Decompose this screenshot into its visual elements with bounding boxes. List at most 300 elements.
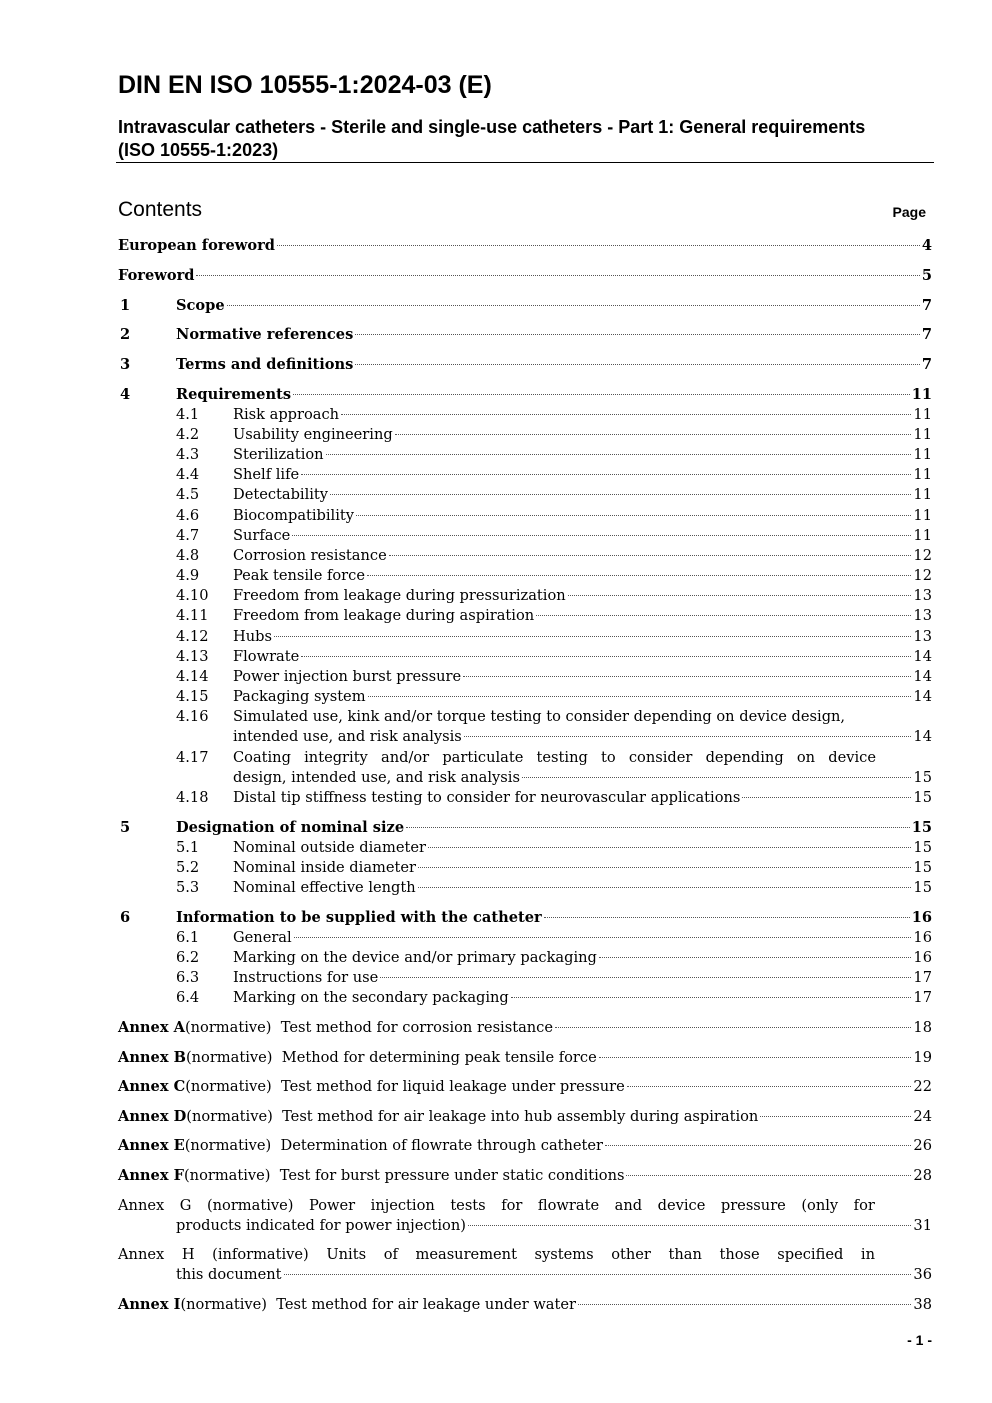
toc-entry-title: Nominal effective length [233,879,416,896]
toc-entry-title: Requirements [176,386,292,403]
toc-title-word: than [668,1246,702,1263]
toc-dot-leader [760,1116,911,1117]
toc-entry-line [0,465,992,485]
annex-kind: (normative) [180,1296,267,1313]
toc-entry-number: 4.13 [176,648,209,665]
toc-title-wrap [233,647,932,667]
toc-entry-number: 3 [120,356,131,373]
toc-entry-title: European foreword [118,237,275,254]
toc-title-wrap [233,687,932,707]
toc-title-word: injection [370,1197,435,1214]
toc-entry-number: 4.8 [176,547,200,564]
toc-dot-leader [536,615,911,616]
toc-dot-leader [627,1086,912,1087]
toc-entry-s4-18[interactable] [0,788,992,808]
toc-entry-page: 38 [913,1296,932,1313]
toc-entry-line [0,355,992,375]
toc-entry-page: 12 [913,567,932,584]
toc-entry-s4-8[interactable] [0,546,992,566]
toc-entry-title: Nominal inside diameter [233,859,416,876]
toc-entry-title: Power injection burst pressure [233,668,462,685]
toc-entry-title: Instructions for use [233,969,379,986]
toc-entry-number: 4.12 [176,628,209,645]
toc-title-wrap [233,948,932,968]
toc-entry-number: 6.3 [176,969,200,986]
toc-entry-s4-16[interactable] [0,707,992,747]
toc-entry-line [0,838,992,858]
toc-entry-line [0,948,992,968]
toc-entry-page: 26 [913,1137,932,1154]
toc-entry-number: 4.3 [176,446,200,463]
toc-entry-number: 4 [120,386,131,403]
toc-entry-title: Shelf life [233,466,300,483]
toc-entry-s4-13[interactable] [0,647,992,667]
toc-entry-page: 11 [911,386,932,403]
toc-entry-page: 16 [911,909,932,926]
toc-entry-line [0,748,992,768]
toc-dot-leader [380,977,911,978]
toc-entry-number: 4.9 [176,567,200,584]
toc-entry-number: 4.7 [176,527,200,544]
toc-entry-number: 4.16 [176,708,209,725]
toc-dot-leader [274,636,911,637]
toc-entry-line [0,788,992,808]
toc-entry-number: 4.10 [176,587,209,604]
toc-entry-number: 5.2 [176,859,200,876]
toc-dot-leader [578,1304,911,1305]
toc-entry-title: Normative references [176,326,354,343]
toc-title-wrap [233,627,932,647]
toc-entry-title: Test method for air leakage under water [276,1296,576,1313]
toc-entry-annex-d[interactable] [0,1107,992,1127]
toc-dot-leader [355,334,920,335]
toc-title-word: consider [628,749,693,766]
toc-entry-page: 7 [921,326,932,343]
toc-entry-number: 6 [120,909,131,926]
toc-entry-number: 4.4 [176,466,200,483]
toc-title-wrap [233,878,932,898]
toc-entry-number: 4.14 [176,668,209,685]
toc-entry-title: Freedom from leakage during pressurization [233,587,566,604]
toc-entry-s4-11[interactable] [0,606,992,626]
toc-entry-title: Peak tensile force [233,567,365,584]
toc-dot-leader [367,575,911,576]
toc-entry-s4-9[interactable] [0,566,992,586]
toc-entry-line [0,928,992,948]
toc-entry-page: 13 [913,587,932,604]
toc-entry-line [0,606,992,626]
toc-dot-leader [341,414,911,415]
toc-dot-leader [356,515,911,516]
toc-entry-title: Information to be supplied with the catheter [176,909,542,926]
toc-entry-page: 11 [913,527,932,544]
toc-entry-annex-b[interactable] [0,1048,992,1068]
toc-entry-title-line1: Simulated use, kink and/or torque testing to consider depending on device design, [233,708,846,725]
toc-dot-leader [294,937,912,938]
annex-kind: (normative) [184,1137,272,1154]
toc-entry-line [0,1018,992,1038]
toc-entry-page: 16 [913,929,932,946]
annex-label: Annex I [118,1296,181,1313]
toc-entry-number: 4.17 [176,749,209,766]
toc-dot-leader [293,394,910,395]
toc-title-wrap [176,296,932,316]
toc-title-word: for [501,1197,523,1214]
toc-entry-title-line1 [118,1196,875,1216]
toc-entry-number: 6.2 [176,949,200,966]
toc-title-wrap [176,325,932,345]
toc-entry-page: 17 [913,989,932,1006]
toc-entry-page: 11 [913,486,932,503]
toc-entry-number: 1 [120,297,131,314]
toc-entry-page: 18 [913,1019,932,1036]
toc-entry-title: Packaging system [233,688,366,705]
toc-title-wrap [176,1216,932,1236]
toc-entry-s6-3[interactable] [0,968,992,988]
toc-title-word: (normative) [206,1197,294,1214]
toc-entry-s4-6[interactable] [0,506,992,526]
toc-entry-s4[interactable] [0,385,992,405]
toc-entry-s4-14[interactable] [0,667,992,687]
toc-entry-s6-2[interactable] [0,948,992,968]
toc-entry-s4-3[interactable] [0,445,992,465]
toc-title-wrap [233,526,932,546]
toc-title-word: and/or [381,749,430,766]
toc-entry-page: 13 [913,628,932,645]
toc-title-wrap [233,465,932,485]
toc-title-word: tests [450,1197,486,1214]
toc-dot-leader [464,736,912,737]
toc-entry-annex-f[interactable] [0,1166,992,1186]
toc-entry-line [0,1107,992,1127]
toc-entry-s4-4[interactable] [0,465,992,485]
toc-entry-page: 7 [921,356,932,373]
toc-entry-page: 28 [913,1167,932,1184]
toc-entry-number: 6.1 [176,929,200,946]
toc-title-wrap [118,1077,932,1097]
toc-title-wrap [233,968,932,988]
toc-entry-line [0,988,992,1008]
toc-entry-s4-17[interactable] [0,748,992,788]
toc-dot-leader [599,957,912,958]
toc-dot-leader [742,797,911,798]
toc-entry-page: 15 [911,819,932,836]
toc-entry-annex-i[interactable] [0,1295,992,1315]
toc-dot-leader [368,696,912,697]
annex-label: Annex B [118,1049,186,1066]
toc-entry-page: 14 [913,728,932,745]
toc-entry-page: 31 [913,1217,932,1234]
toc-title-wrap [118,1136,932,1156]
toc-title-wrap [233,988,932,1008]
toc-entry-page: 16 [913,949,932,966]
toc-title-wrap [233,928,932,948]
annex-kind: (normative) [183,1167,271,1184]
toc-title-wrap [233,606,932,626]
toc-entry-line [0,325,992,345]
toc-entry-page: 15 [913,879,932,896]
document-subtitle: Intravascular catheters - Sterile and single-use catheters - Part 1: General requirements (ISO 10555-1:2023) [118,117,866,160]
toc-title-word: Units [326,1246,367,1263]
toc-dot-leader [511,997,912,998]
toc-entry-annex-g[interactable] [0,1196,992,1236]
toc-entry-title: this document [176,1266,282,1283]
toc-entry-title: Corrosion resistance [233,547,387,564]
toc-title-word: for [853,1197,875,1214]
toc-entry-title: Method for determining peak tensile force [281,1049,597,1066]
toc-title-word: Power [309,1197,356,1214]
toc-title-wrap [176,1265,932,1285]
toc-entry-title: Test method for liquid leakage under pressure [281,1078,625,1095]
toc-entry-line [0,485,992,505]
toc-entry-line [0,818,992,838]
toc-entry-page: 15 [913,789,932,806]
toc-entry-page: 4 [921,237,932,254]
toc-title-wrap [118,1107,932,1127]
toc-entry-title: Risk approach [233,406,340,423]
toc-entry-title: Hubs [233,628,272,645]
toc-entry-line [0,1245,992,1265]
toc-entry-title: Sterilization [233,446,324,463]
toc-title-wrap [233,838,932,858]
page-number: - 1 - [907,1332,932,1348]
toc-entry-page: 15 [913,839,932,856]
toc-entry-s6[interactable] [0,908,992,928]
toc-dot-leader [406,827,910,828]
toc-entry-title: Nominal outside diameter [233,839,426,856]
toc-entry-title: Detectability [233,486,329,503]
toc-entry-page: 7 [921,297,932,314]
toc-entry-page: 14 [913,668,932,685]
toc-title-word: (only [801,1197,839,1214]
toc-entry-line [0,506,992,526]
toc-entry-s4-7[interactable] [0,526,992,546]
annex-label: Annex D [118,1108,187,1125]
toc-title-word: those [719,1246,760,1263]
annex-label: Annex F [118,1167,184,1184]
toc-title-word: Coating [233,749,291,766]
toc-entry-line [0,586,992,606]
toc-entry-number: 4.11 [176,607,209,624]
toc-dot-leader [196,275,919,276]
toc-entry-page: 11 [913,446,932,463]
toc-entry-line [0,546,992,566]
toc-entry-page: 11 [913,466,932,483]
toc-entry-s5-3[interactable] [0,878,992,898]
toc-entry-s6-1[interactable] [0,928,992,948]
toc-title-word: on [796,749,816,766]
toc-entry-line [0,968,992,988]
toc-title-wrap [233,405,932,425]
toc-title-wrap [118,1048,932,1068]
toc-entry-title-line1 [233,748,876,768]
toc-entry-annex-a[interactable] [0,1018,992,1038]
toc-entry-line [0,296,992,316]
toc-entry-annex-h[interactable] [0,1245,992,1285]
toc-entry-title: Distal tip stiffness testing to consider for neurovascular applications [233,789,741,806]
toc-entry-title: Test method for air leakage into hub assembly during aspiration [282,1108,759,1125]
toc-title-wrap [233,506,932,526]
toc-entry-title: Flowrate [233,648,300,665]
toc-title-word: pressure [720,1197,786,1214]
toc-entry-line [0,1048,992,1068]
toc-entry-number: 5 [120,819,131,836]
toc-entry-title: Surface [233,527,291,544]
toc-title-wrap [118,236,932,256]
toc-dot-leader [568,595,912,596]
toc-entry-page: 22 [913,1078,932,1095]
toc-entry-line [0,566,992,586]
toc-entry-line [0,1136,992,1156]
toc-title-word: Annex [118,1197,165,1214]
toc-entry-line [0,1295,992,1315]
toc-title-word: to [601,749,616,766]
toc-title-wrap [118,266,932,286]
toc-entry-s5[interactable] [0,818,992,838]
annex-label: Annex A [118,1019,185,1036]
annex-label: Annex C [118,1078,186,1095]
toc-dot-leader [277,245,920,246]
toc-entry-page: 24 [913,1108,932,1125]
toc-dot-leader [544,917,910,918]
toc-entry-title: Terms and definitions [176,356,354,373]
toc-entry-s4-12[interactable] [0,627,992,647]
toc-dot-leader [626,1175,911,1176]
toc-title-wrap [233,425,932,445]
toc-dot-leader [463,676,911,677]
toc-entry-title: Test for burst pressure under static conditions [279,1167,625,1184]
toc-entry-line [0,768,992,788]
toc-entry-s4-15[interactable] [0,687,992,707]
toc-entry-number: 4.2 [176,426,200,443]
toc-entry-line [0,647,992,667]
toc-entry-line [0,727,992,747]
contents-heading: Contents [118,198,203,221]
toc-dot-leader [330,494,911,495]
toc-title-wrap [176,355,932,375]
toc-entry-s2[interactable] [0,325,992,345]
toc-entry-s4-1[interactable] [0,405,992,425]
toc-entry-s4-10[interactable] [0,586,992,606]
toc-dot-leader [428,847,911,848]
toc-entry-line [0,445,992,465]
toc-entry-s4-5[interactable] [0,485,992,505]
toc-entry-number: 6.4 [176,989,200,1006]
toc-title-wrap [233,768,932,788]
toc-entry-s4-2[interactable] [0,425,992,445]
toc-dot-leader [326,454,912,455]
toc-entry-page: 12 [913,547,932,564]
toc-entry-line [0,627,992,647]
toc-dot-leader [395,434,912,435]
toc-dot-leader [301,474,911,475]
toc-entry-s5-1[interactable] [0,838,992,858]
toc-dot-leader [418,887,912,888]
toc-entry-line [0,1077,992,1097]
toc-entry-title: Biocompatibility [233,507,355,524]
toc-entry-s5-2[interactable] [0,858,992,878]
document-title: DIN EN ISO 10555-1:2024-03 (E) [118,71,492,99]
toc-title-wrap [233,445,932,465]
toc-title-wrap [233,566,932,586]
toc-entry-line [0,405,992,425]
toc-title-word: of [383,1246,398,1263]
toc-entry-title: Usability engineering [233,426,393,443]
toc-entry-title: Marking on the secondary packaging [233,989,509,1006]
annex-kind: (normative) [185,1049,273,1066]
toc-entry-title-line1 [118,1245,875,1265]
toc-entry-title: Test method for corrosion resistance [280,1019,553,1036]
toc-title-word: (informative) [212,1246,309,1263]
toc-title-wrap [233,727,932,747]
toc-entry-page: 14 [913,688,932,705]
toc-entry-s6-4[interactable] [0,988,992,1008]
toc-dot-leader [599,1057,912,1058]
annex-kind: (normative) [185,1078,272,1095]
toc-entry-line [0,1216,992,1236]
annex-kind: (normative) [184,1019,272,1036]
toc-entry-title: Foreword [118,267,195,284]
toc-entry-page: 5 [921,267,932,284]
toc-entry-annex-c[interactable] [0,1077,992,1097]
toc-entry-title: General [233,929,292,946]
toc-entry-line [0,266,992,286]
toc-title-word: and [614,1197,643,1214]
toc-entry-page: 11 [913,426,932,443]
toc-title-wrap [176,908,932,928]
toc-entry-page: 17 [913,969,932,986]
toc-entry-line [0,878,992,898]
toc-entry-number: 4.5 [176,486,200,503]
toc-title-word: Annex [118,1246,165,1263]
toc-entry-s3[interactable] [0,355,992,375]
toc-entry-annex-e[interactable] [0,1136,992,1156]
toc-entry-number: 2 [120,326,131,343]
toc-entry-title: Marking on the device and/or primary packaging [233,949,597,966]
toc-dot-leader [389,555,912,556]
toc-entry-foreword[interactable] [0,266,992,286]
toc-title-word: other [611,1246,651,1263]
toc-entry-page: 14 [913,648,932,665]
toc-entry-line [0,1265,992,1285]
toc-title-word: measurement [415,1246,517,1263]
toc-entry-title: products indicated for power injection) [176,1217,466,1234]
toc-entry-number: 4.6 [176,507,200,524]
toc-entry-page: 11 [913,406,932,423]
toc-dot-leader [301,656,911,657]
toc-title-wrap [233,485,932,505]
toc-title-wrap [118,1166,932,1186]
toc-entry-line [0,707,992,727]
toc-entry-european-foreword[interactable] [0,236,992,256]
toc-title-word: depending [705,749,784,766]
toc-title-word: testing [536,749,588,766]
toc-entry-number: 5.1 [176,839,200,856]
annex-label: Annex E [118,1137,185,1154]
toc-entry-title: design, intended use, and risk analysis [233,769,520,786]
toc-entry-line [0,1166,992,1186]
toc-entry-number: 4.1 [176,406,200,423]
toc-entry-title: Scope [176,297,225,314]
toc-title-wrap [233,667,932,687]
toc-title-wrap [176,818,932,838]
toc-dot-leader [284,1274,912,1275]
toc-title-wrap [233,586,932,606]
toc-entry-line [0,425,992,445]
toc-title-word: flowrate [537,1197,600,1214]
toc-entry-title: Determination of flowrate through catheter [280,1137,604,1154]
toc-entry-s1[interactable] [0,296,992,316]
